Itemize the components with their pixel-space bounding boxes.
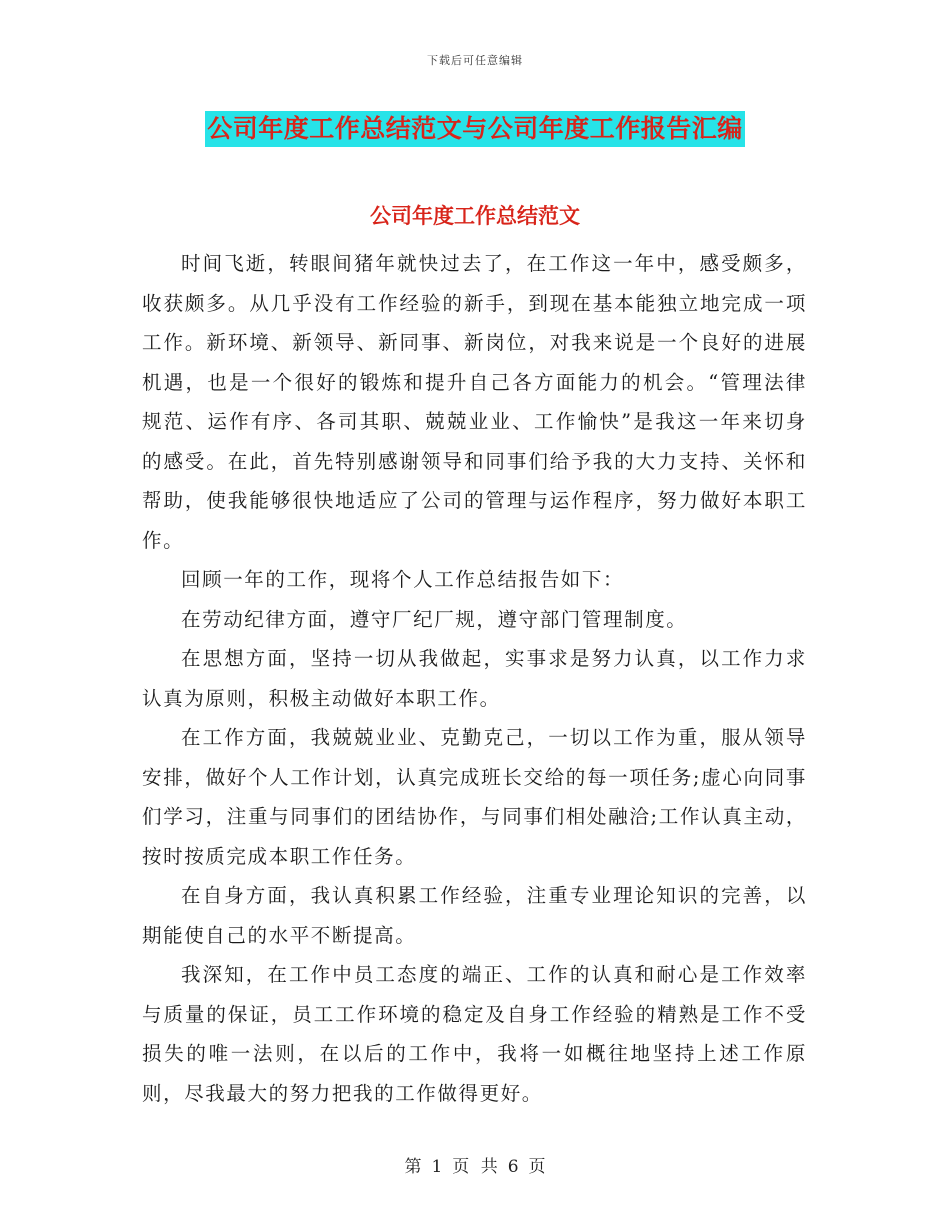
footer-prefix: 第 — [404, 1157, 422, 1177]
paragraph: 在思想方面，坚持一切从我做起，实事求是努力认真，以工作力求认真为原则，积极主动做好本职工作。 — [142, 647, 807, 710]
paragraph: 在劳动纪律方面，遵守厂纪厂规，遵守部门管理制度。 — [181, 607, 688, 631]
paragraph: 时间飞逝，转眼间猪年就快过去了，在工作这一年中，感受颇多，收获颇多。从几乎没有工作经验的新手，到现在基本能独立地完成一项工作。新环境、新领导、新同事、新岗位，对我来说是一个良好的进展机遇，也是一个很好的锻炼和提升自己各方面能力的机会。“管理法律规范、运作有序、各司其职、兢兢业业、工作愉快”是我这一年来切身的感受。在此，首先特别感谢领导和同事们给予我的大力支持、关怀和帮助，使我能够很快地适应了公司的管理与运作程序，努力做好本职工作。 — [142, 252, 807, 552]
current-page-number: 1 — [431, 1157, 443, 1177]
paragraph: 在自身方面，我认真积累工作经验，注重专业理论知识的完善，以期能使自己的水平不断提高。 — [142, 884, 807, 947]
paragraph: 回顾一年的工作，现将个人工作总结报告如下： — [181, 568, 625, 591]
page-footer — [0, 1152, 950, 1177]
document-body — [142, 244, 807, 1113]
main-title: 公司年度工作总结范文与公司年度工作报告汇编 — [205, 111, 745, 147]
total-page-count: 6 — [507, 1157, 519, 1177]
paragraph: 在工作方面，我兢兢业业、克勤克己，一切以工作为重，服从领导安排，做好个人工作计划，认真完成班长交给的每一项任务;虚心向同事们学习，注重与同事们的团结协作，与同事们相处融洽;工作认真主动，按时按质完成本职工作任务。 — [142, 726, 807, 868]
page-header-note: 下载后可任意编辑 — [427, 54, 523, 67]
footer-middle: 页 共 — [452, 1157, 498, 1177]
main-title-container — [0, 111, 950, 147]
paragraph: 我深知，在工作中员工态度的端正、工作的认真和耐心是工作效率与质量的保证，员工工作环境的稳定及自身工作经验的精熟是工作不受损失的唯一法则，在以后的工作中，我将一如概往地坚持上述工作原则，尽我最大的努力把我的工作做得更好。 — [142, 963, 807, 1105]
footer-suffix: 页 — [528, 1157, 546, 1177]
section-title: 公司年度工作总结范文 — [370, 204, 580, 228]
